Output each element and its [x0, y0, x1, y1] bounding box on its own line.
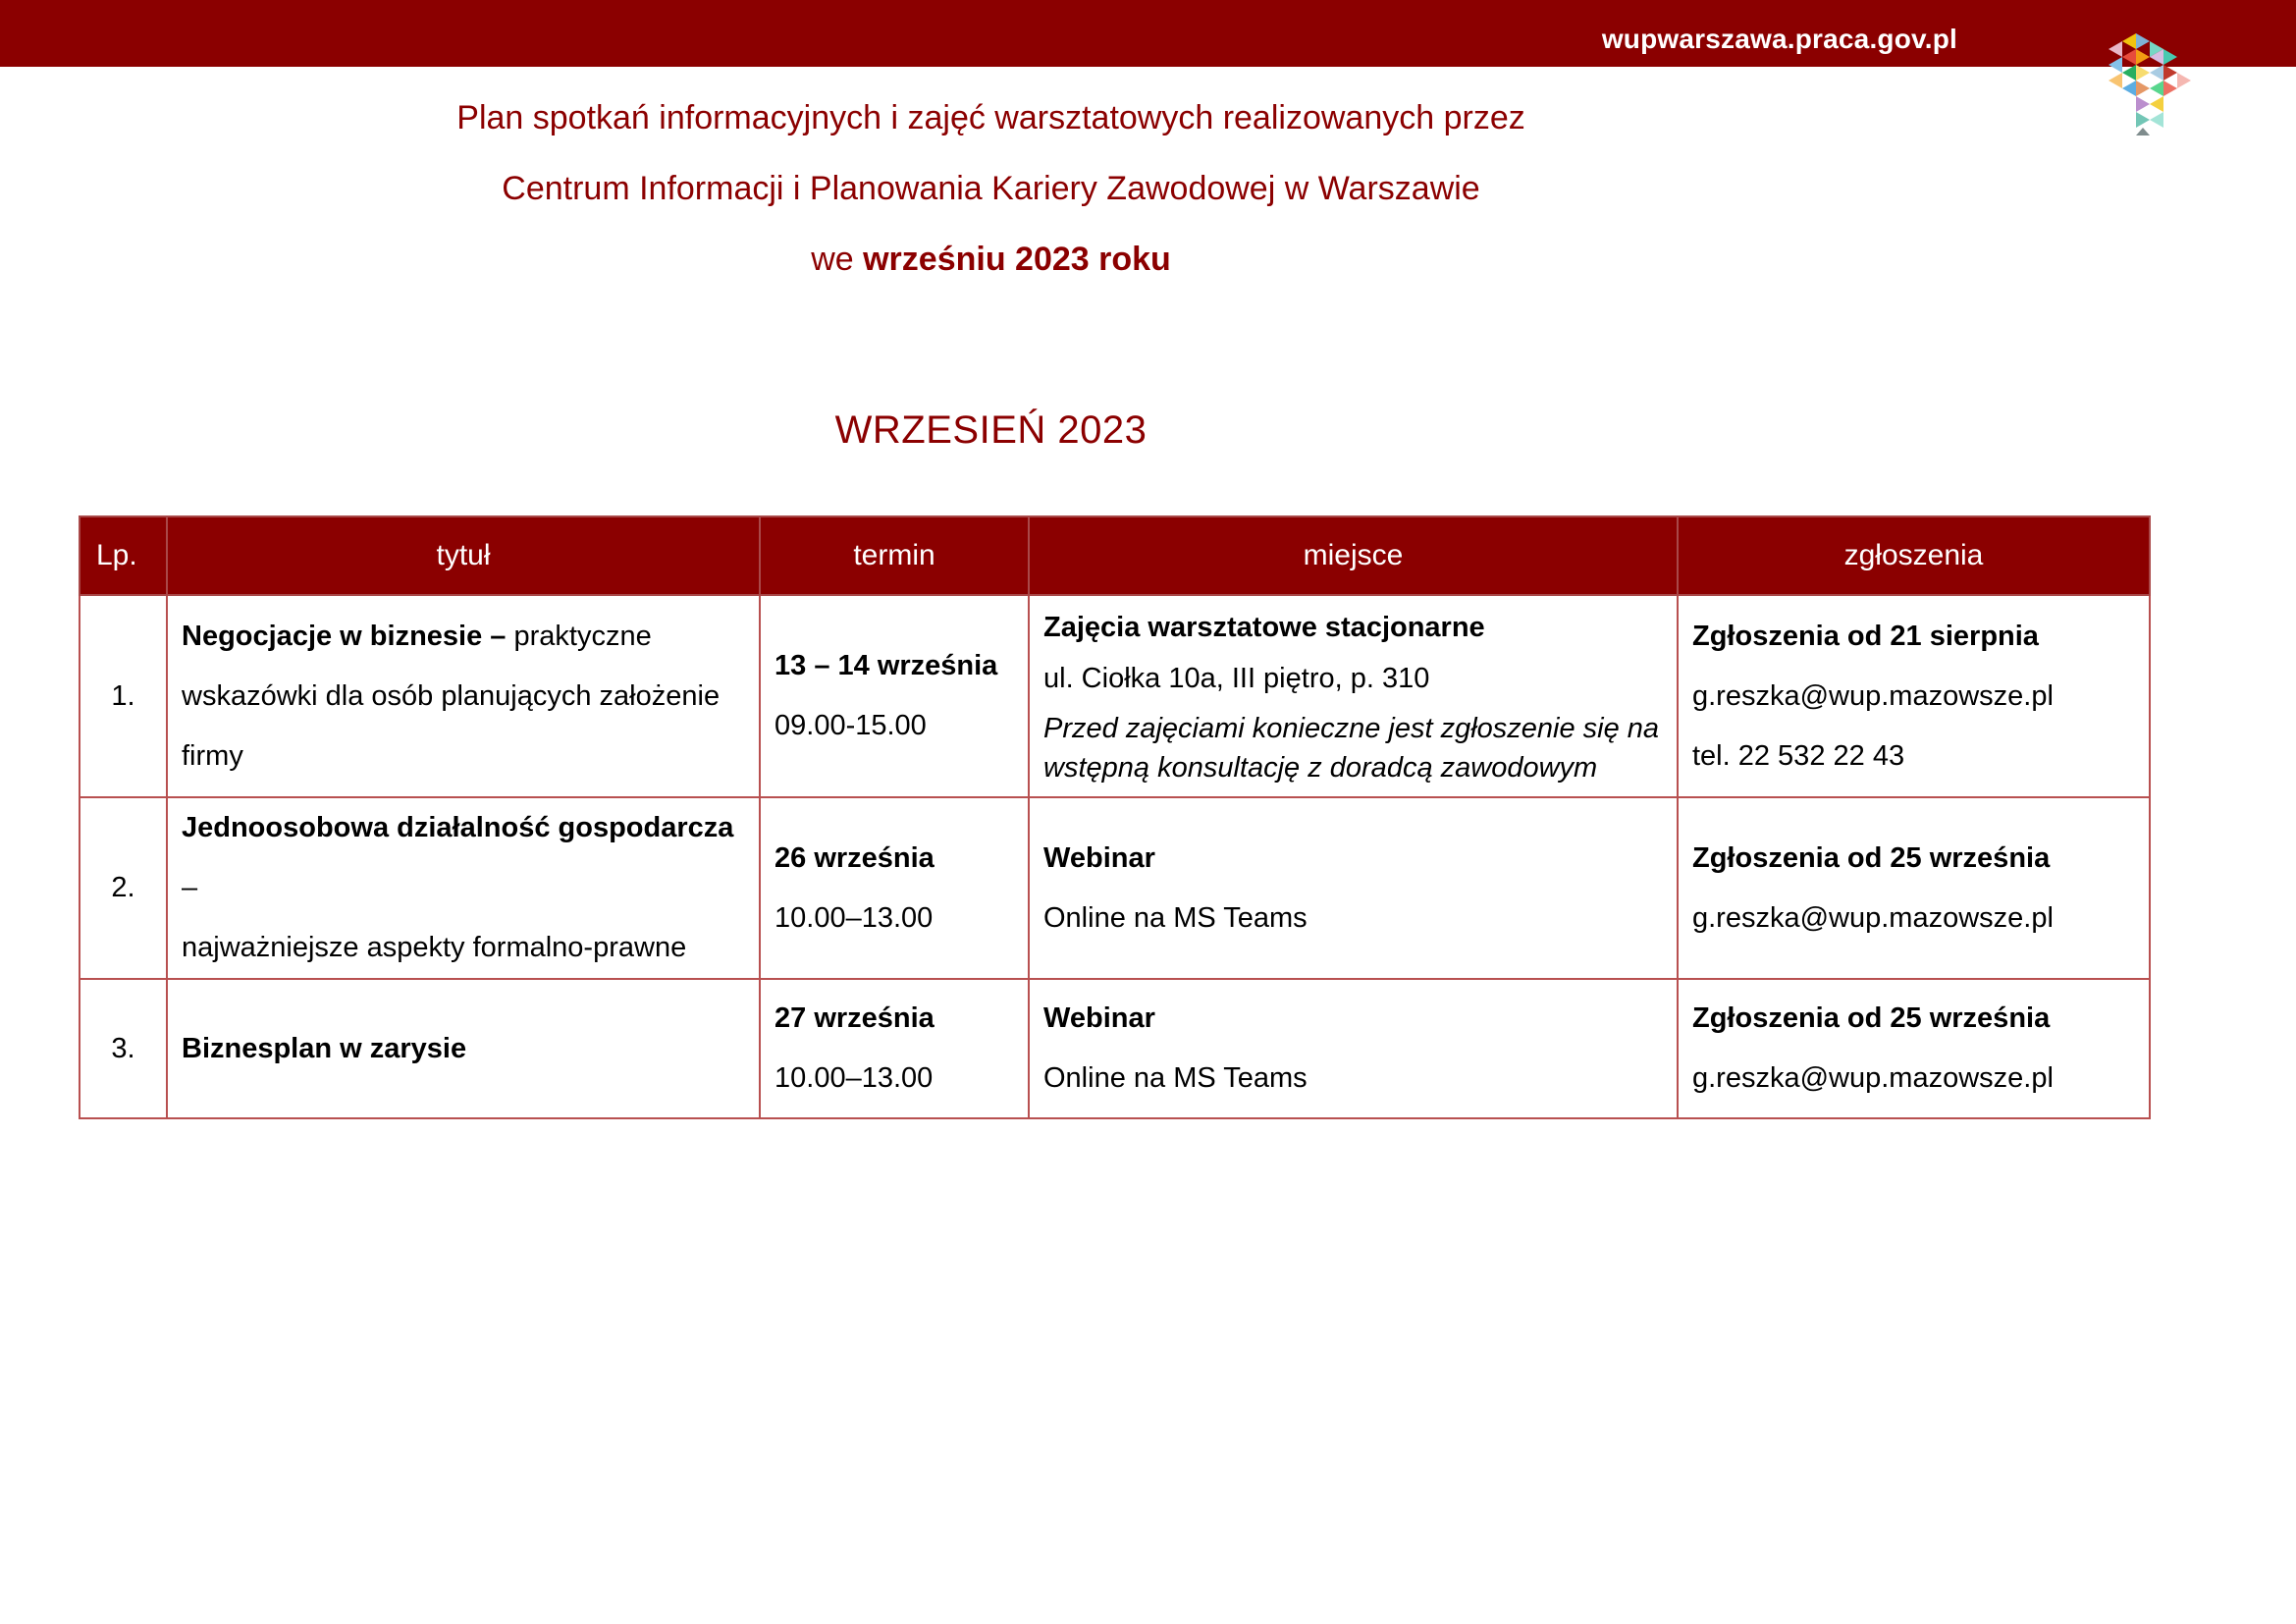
title-rest: firmy	[182, 739, 243, 772]
row-date	[760, 979, 1029, 1118]
registration-email[interactable]: g.reszka@wup.mazowsze.pl	[1692, 901, 2054, 934]
intro-line-3-prefix: we	[811, 241, 864, 278]
row-date	[760, 595, 1029, 797]
place-address: ul. Ciołka 10a, III piętro, p. 310	[1043, 662, 1430, 694]
intro-line-2: Centrum Informacji i Planowania Kariery Zawodowej w Warszawie	[502, 170, 1480, 207]
registration-email[interactable]: g.reszka@wup.mazowsze.pl	[1692, 1062, 2054, 1094]
registration-date: Zgłoszenia od 25 września	[1692, 841, 2051, 874]
date-text: 13 – 14 września	[774, 650, 998, 681]
title-rest: wskazówki dla osób planujących założenie	[182, 679, 721, 712]
time-text: 10.00–13.00	[774, 901, 934, 934]
row-number: 3.	[80, 979, 167, 1118]
title-rest: praktyczne	[506, 620, 652, 652]
header-lp: Lp.	[80, 516, 167, 595]
registration-email[interactable]: g.reszka@wup.mazowsze.pl	[1692, 679, 2054, 712]
intro-line-3-bold: wrześniu 2023 roku	[863, 241, 1171, 278]
row-title	[167, 797, 760, 979]
place-type: Webinar	[1043, 1002, 1155, 1034]
place-note: Przed zajęciami konieczne jest zgłoszenie się na wstępną konsultację z doradcą zawodowym	[1043, 712, 1660, 784]
row-registration	[1678, 595, 2150, 797]
header-zgloszenia: zgłoszenia	[1678, 516, 2150, 595]
registration-date: Zgłoszenia od 25 września	[1692, 1002, 2051, 1034]
title-bold: Biznesplan w zarysie	[182, 1032, 467, 1064]
row-place	[1029, 797, 1678, 979]
place-type: Webinar	[1043, 841, 1155, 874]
header-tytul: tytuł	[167, 516, 760, 595]
table-row	[80, 979, 2150, 1118]
row-place	[1029, 595, 1678, 797]
time-text: 10.00–13.00	[774, 1062, 934, 1094]
row-date	[760, 797, 1029, 979]
table-header-row	[80, 516, 2150, 595]
table-row	[80, 797, 2150, 979]
row-title	[167, 979, 760, 1118]
header-miejsce: miejsce	[1029, 516, 1678, 595]
title-bold: Jednoosobowa działalność gospodarcza	[182, 812, 734, 843]
table-row	[80, 595, 2150, 797]
place-address: Online na MS Teams	[1043, 1062, 1308, 1094]
header-termin: termin	[760, 516, 1029, 595]
time-text: 09.00-15.00	[774, 710, 927, 741]
schedule-table	[79, 515, 2151, 1119]
title-bold: Negocjacje w biznesie –	[182, 620, 507, 652]
registration-phone: tel. 22 532 22 43	[1692, 739, 1905, 772]
row-number: 1.	[80, 595, 167, 797]
row-registration	[1678, 979, 2150, 1118]
row-registration	[1678, 797, 2150, 979]
top-bar	[0, 0, 2296, 67]
site-url-link[interactable]: wupwarszawa.praca.gov.pl	[1601, 24, 1957, 54]
date-text: 27 września	[774, 1002, 934, 1034]
place-type: Zajęcia warsztatowe stacjonarne	[1043, 611, 1485, 643]
intro-line-3	[0, 240, 2139, 279]
title-rest: –	[182, 872, 198, 903]
date-text: 26 września	[774, 841, 934, 874]
row-number: 2.	[80, 797, 167, 979]
month-heading: WRZESIEŃ 2023	[834, 408, 1148, 452]
row-title	[167, 595, 760, 797]
registration-date: Zgłoszenia od 21 sierpnia	[1692, 620, 2039, 652]
place-address: Online na MS Teams	[1043, 901, 1308, 934]
title-rest: najważniejsze aspekty formalno-prawne	[182, 932, 687, 963]
row-place	[1029, 979, 1678, 1118]
intro-line-1: Plan spotkań informacyjnych i zajęć warsztatowych realizowanych przez	[456, 99, 1525, 136]
